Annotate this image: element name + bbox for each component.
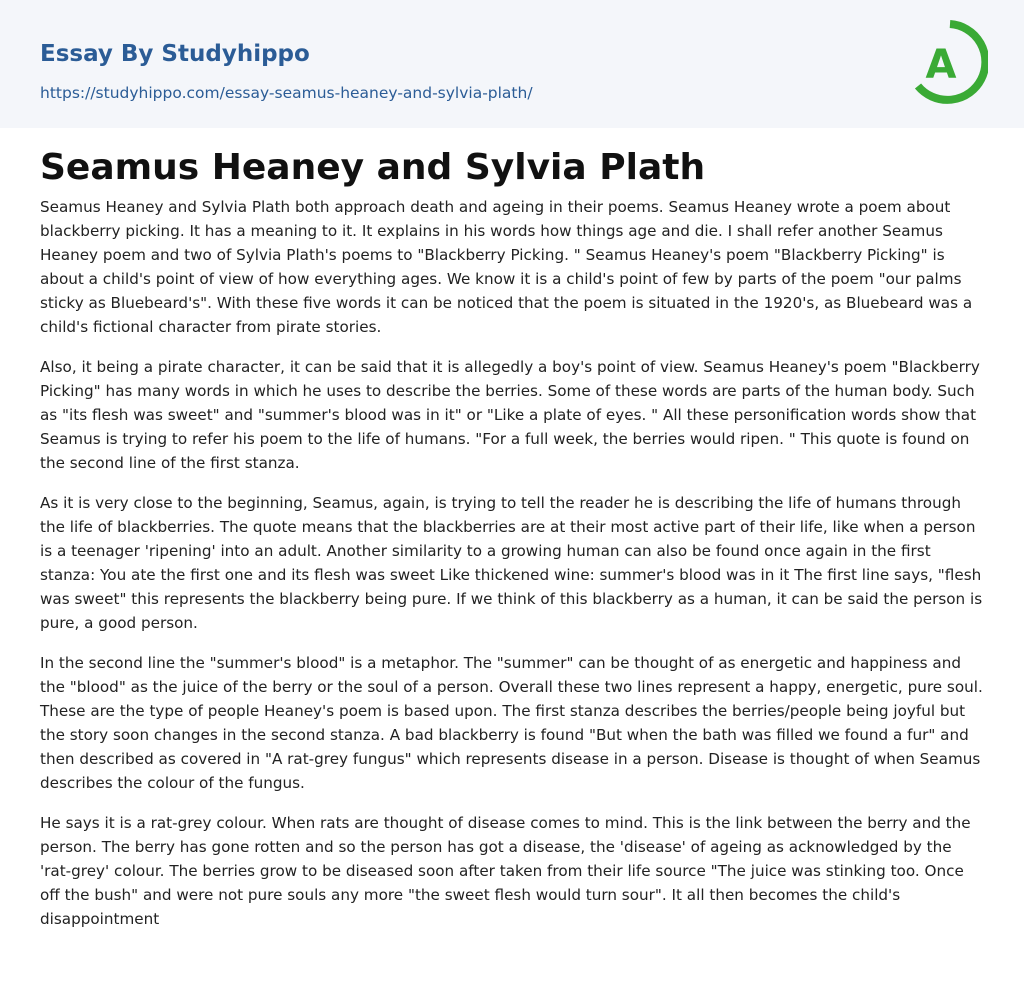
article-body <box>40 195 986 947</box>
article-paragraph: He says it is a rat-grey colour. When rats are thought of disease comes to mind. This is the link between the berry and the person. The berry has gone rotten and so the person has got a disease, the 'disease' of ageing as acknowledged by the 'rat-grey' colour. The berries grow to be diseased soon after taken from their life source "The juice was stinking too. Once off the bush" and were not pure souls any more "the sweet flesh would turn sour". It all then becomes the child's disappointment <box>40 814 971 928</box>
studyhippo-logo-icon[interactable] <box>912 18 988 106</box>
logo-letter: A <box>925 42 957 88</box>
article-paragraph: Also, it being a pirate character, it can be said that it is allegedly a boy's point of view. Seamus Heaney's poem "Blackberry Picking" has many words in which he uses to describe the berries. Some of these words are parts of the human body. Such as "its flesh was sweet" and "summer's blood was in it" or "Like a plate of eyes. " All these personification words show that Seamus is trying to refer his poem to the life of humans. "For a full week, the berries would ripen. " This quote is found on the second line of the first stanza. <box>40 358 980 472</box>
article-paragraph: As it is very close to the beginning, Seamus, again, is trying to tell the reader he is describing the life of humans through the life of blackberries. The quote means that the blackberries are at their most active part of their life, like when a person is a teenager 'ripening' into an adult. Another similarity to a growing human can also be found once again in the first stanza: You ate the first one and its flesh was sweet Like thickened wine: summer's blood was in it The first line says, "flesh was sweet" this represents the blackberry being pure. If we think of this blackberry as a human, it can be said the person is pure, a good person. <box>40 494 983 632</box>
article-paragraph: In the second line the "summer's blood" is a metaphor. The "summer" can be thought of as energetic and happiness and the "blood" as the juice of the berry or the soul of a person. Overall these two lines represent a happy, energetic, pure soul. These are the type of people Heaney's poem is based upon. The first stanza describes the berries/people being joyful but the story soon changes in the second stanza. A bad blackberry is found "But when the bath was filled we found a fur" and then described as covered in "A rat-grey fungus" which represents disease in a person. Disease is thought of when Seamus describes the colour of the fungus. <box>40 654 983 792</box>
source-url-link[interactable]: https://studyhippo.com/essay-seamus-heaney-and-sylvia-plath/ <box>40 84 533 102</box>
article-title: Seamus Heaney and Sylvia Plath <box>40 147 706 188</box>
site-brand[interactable]: Essay By Studyhippo <box>40 41 310 67</box>
article-paragraph: Seamus Heaney and Sylvia Plath both approach death and ageing in their poems. Seamus Heaney wrote a poem about blackberry picking. It has a meaning to it. It explains in his words how things age and die. I shall refer another Seamus Heaney poem and two of Sylvia Plath's poems to "Blackberry Picking. " Seamus Heaney's poem "Blackberry Picking" is about a child's point of view of how everything ages. We know it is a child's point of few by parts of the poem "our palms sticky as Bluebeard's". With these five words it can be noticed that the poem is situated in the 1920's, as Bluebeard was a child's fictional character from pirate stories. <box>40 198 973 336</box>
